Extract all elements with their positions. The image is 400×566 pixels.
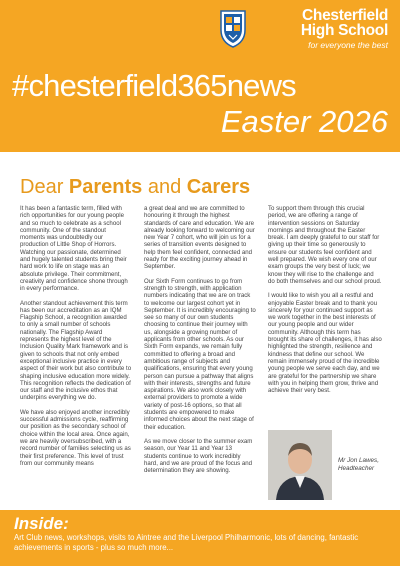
headteacher-photo xyxy=(268,430,332,500)
greeting-and: and xyxy=(147,176,182,198)
paragraph: I would like to wish you all a restful and enjoyable Easter break and to thank you sincerely for your continued support as we work together in the best interests of our young people and our wider community. Although this term has brought its share of challenges, it has also highlighted the strength, resilience and kindness that define our school. We remain immensely proud of the incredible young people we serve each day, and we are grateful for the partnership we share with you in helping them grow, thrive and achieve their very best. xyxy=(268,292,382,395)
newsletter-edition: Easter 2026 xyxy=(220,104,388,139)
greeting-parents: Parents xyxy=(68,176,143,198)
school-name-line2: High School xyxy=(300,22,388,39)
greeting-dear: Dear xyxy=(20,176,64,198)
inside-summary: Art Club news, workshops, visits to Aintree and the Liverpool Philharmonic, lots of dancing, fantastic achievements in sports - plus so much more... xyxy=(14,533,359,552)
paragraph: Another standout achievement this term has been our accreditation as an IQM Flagship School, a recognition awarded to only a small number of schools nationally. The Flagship Award represents the highest level of the Inclusion Quality Mark framework and is given to schools that not only embed exceptional inclusive practice in every aspect of their work but also contribute to shaping inclusive education more widely. This recognition reflects the dedication of our staff and the inclusive ethos that underpins everything we do. xyxy=(20,299,132,402)
letter-greeting xyxy=(20,176,250,199)
paragraph: To support them through this crucial period, we are offering a range of intervention sessions on Saturday mornings and throughout the Easter break. I am deeply grateful to our staff for giving up their time so generously to ensure our students feel confident and well prepared. We wish every one of our exam groups the very best of luck; we know they will rise to the challenge and do both themselves and our school proud. xyxy=(268,205,382,285)
headteacher-title: Headteacher xyxy=(338,465,375,472)
paragraph: We have also enjoyed another incredibly successful admissions cycle, reaffirming our position as the secondary school of choice within the local area. Once again, we are heavily oversubscribed, with a record number of families selecting us as their first preference. This level of trust from our community means xyxy=(20,408,131,467)
letter-column-3 xyxy=(268,205,382,401)
school-name xyxy=(256,8,388,38)
paragraph: It has been a fantastic term, filled with rich opportunities for our young people and so much to celebrate as a school community. One of the standout moments was undoubtedly our production of Little Shop of Horrors. Watching our passionate, determined and hugely talented students bring their hard work to life on stage was an absolute privilege. Their commitment, creativity and confidence shone through in every performance. xyxy=(20,205,128,293)
school-crest-icon xyxy=(218,8,248,48)
paragraph: As we move closer to the summer exam season, our Year 11 and Year 13 students continue to work incredibly hard, and we are proud of the focus and determination they are showing. xyxy=(144,437,253,475)
school-logo-block xyxy=(218,6,388,70)
paragraph: a great deal and we are committed to honouring it through the highest standards of care and education. We are already looking forward to welcoming our new Year 7 cohort, who will join us for a series of transition events designed to help them feel confident, connected and ready for the exciting journey ahead in September. xyxy=(144,205,255,271)
letter-column-1 xyxy=(20,205,132,474)
inside-title: Inside: xyxy=(14,514,69,533)
newsletter-hashtag: #chesterfield365news xyxy=(12,68,296,103)
headteacher-name: Mr Jon Lawes, xyxy=(338,457,379,464)
greeting-carers: Carers xyxy=(186,176,251,198)
school-tagline: for everyone the best xyxy=(308,40,388,50)
paragraph: Our Sixth Form continues to go from strength to strength, with application numbers indicating that we are on track to welcome our largest cohort yet in September. It is incredibly encouraging to see so many of our own students choosing to continue their journey with us, alongside a growing number of applicants from other schools. As our Sixth Form expands, we remain fully committed to offering a broad and ambitious range of subjects and qualifications, ensuring that every young person can pursue a pathway that aligns with their interests, strengths and future aspirations. We also work closely with external providers to promote a wide variety of post-16 options, so that all students are empowered to make informed choices about the next stage of their education. xyxy=(144,277,256,431)
letter-column-2 xyxy=(144,205,256,481)
school-name-line1: Chesterfield xyxy=(302,7,388,24)
headteacher-portrait-icon xyxy=(268,430,332,500)
headteacher-caption xyxy=(338,457,379,473)
